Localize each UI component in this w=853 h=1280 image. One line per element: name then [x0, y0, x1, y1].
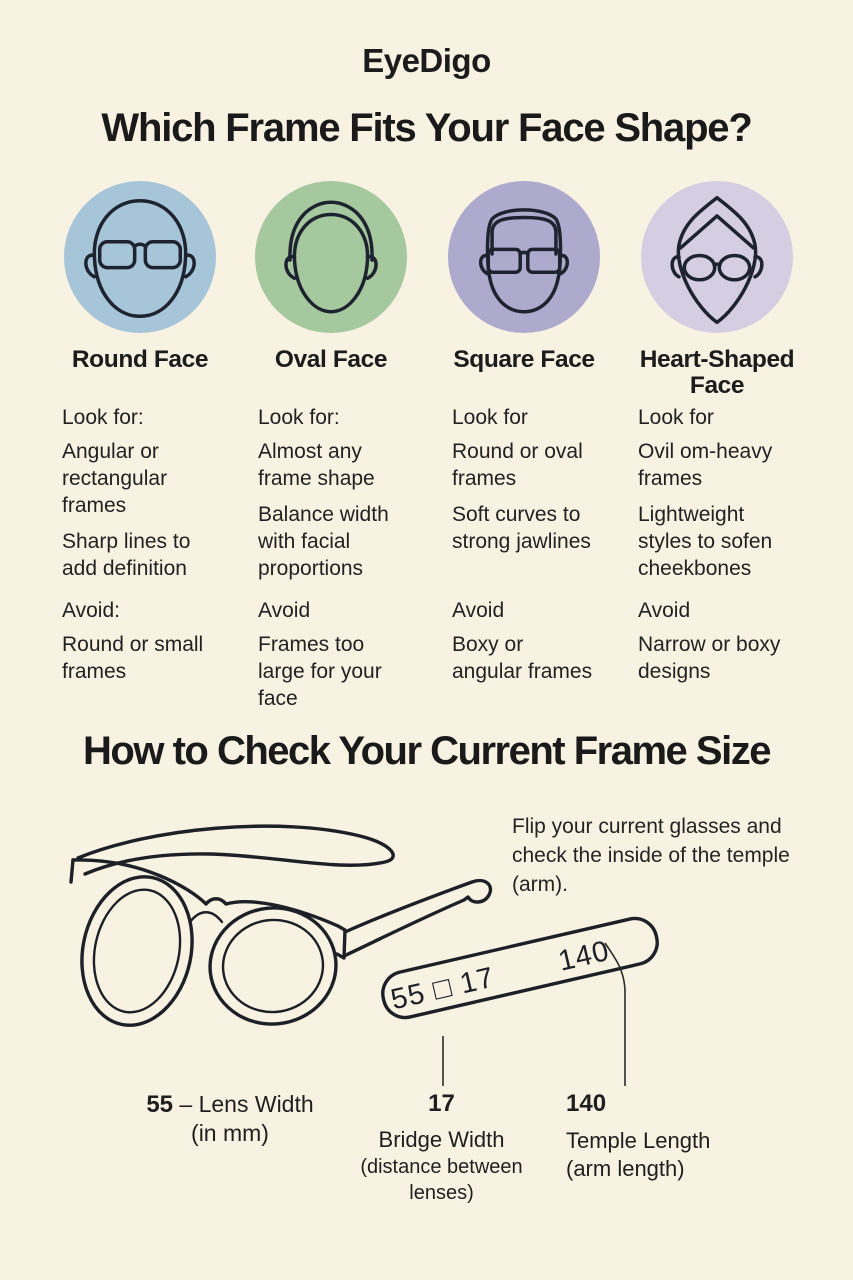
- avoid-item: Round or small frames: [62, 633, 204, 683]
- look-for-label: Look for:: [258, 406, 340, 429]
- temple-length-value: 140: [566, 1090, 607, 1117]
- avoid-item: Frames too large for your face: [258, 633, 382, 710]
- look-for-heart: [638, 404, 790, 591]
- look-for-square: [452, 404, 610, 564]
- face-name-heart: Heart-Shaped Face: [639, 346, 795, 399]
- avoid-label: Avoid: [258, 599, 311, 622]
- frame-left-edge: [71, 860, 73, 882]
- temple-length-sub: (arm length): [566, 1156, 685, 1181]
- section2-title: How to Check Your Current Frame Size: [83, 729, 770, 773]
- look-for-item: Lightweight styles to sofen cheekbones: [638, 503, 773, 580]
- round-face-circle: [64, 181, 216, 333]
- bridge-width-value: 17: [428, 1090, 455, 1117]
- avoid-label: Avoid: [452, 599, 505, 622]
- oval-face-circle: [255, 181, 407, 333]
- face-name-square: Square Face: [453, 346, 595, 373]
- face-name-round: Round Face: [71, 346, 209, 373]
- bridge-width-sub: (distance between lenses): [360, 1156, 523, 1204]
- avoid-label: Avoid: [638, 599, 691, 622]
- avoid-item: Boxy or angular frames: [452, 633, 593, 683]
- open-temple-arm: [344, 881, 490, 956]
- temple-length-text: Temple Length: [566, 1128, 711, 1153]
- lens-width-value: 55: [146, 1091, 174, 1118]
- square-face-circle: [448, 181, 600, 333]
- look-for-label: Look for: [638, 406, 714, 429]
- avoid-round: [62, 597, 212, 694]
- bridge-width-text: Bridge Width: [378, 1127, 505, 1152]
- look-for-item: Soft curves to strong jawlines: [452, 503, 591, 553]
- strip-marking-lens-bridge: 55 □ 17: [387, 961, 498, 1017]
- square-face-icon: [448, 181, 600, 333]
- left-lens: [69, 866, 206, 1035]
- avoid-item: Narrow or boxy designs: [638, 633, 781, 683]
- look-for-item: Round or oval frames: [452, 440, 583, 490]
- round-face-icon: [64, 181, 216, 333]
- bridge-inner-line: [190, 912, 222, 922]
- lens-width-text: – Lens Width: [179, 1091, 314, 1117]
- lens-width-label: [120, 1090, 340, 1147]
- strip-marking-temple: 140: [555, 934, 613, 978]
- frame-top-bar: [73, 860, 338, 926]
- instruction-text: Flip your current glasses and check the inside of the temple (arm).: [512, 815, 790, 896]
- look-for-label: Look for: [452, 406, 528, 429]
- look-for-item: Balance width with facial proportions: [258, 503, 389, 580]
- heart-face-circle: [641, 181, 793, 333]
- temple-length-label: [566, 1090, 761, 1183]
- look-for-item: Almost any frame shape: [258, 440, 375, 490]
- avoid-square: [452, 597, 594, 694]
- look-for-round: [62, 404, 212, 591]
- face-name-oval: Oval Face: [274, 346, 388, 373]
- look-for-oval: [258, 404, 408, 591]
- look-for-item: Ovil om-heavy frames: [638, 440, 773, 490]
- bridge-width-label: [359, 1090, 524, 1206]
- section1-title: Which Frame Fits Your Face Shape?: [101, 106, 752, 150]
- folded-temple-line: [78, 826, 393, 874]
- look-for-item: Angular or rectangular frames: [62, 440, 168, 517]
- avoid-oval: [258, 597, 408, 721]
- look-for-label: Look for:: [62, 406, 144, 429]
- brand-logo: EyeDigo: [362, 42, 491, 79]
- temple-strip: [378, 914, 661, 1022]
- heart-face-icon: [641, 181, 793, 333]
- oval-face-icon: [255, 181, 407, 333]
- avoid-label: Avoid:: [62, 599, 120, 622]
- lens-width-unit: (in mm): [191, 1120, 269, 1146]
- right-lens: [204, 902, 341, 1031]
- look-for-item: Sharp lines to add definition: [62, 530, 191, 580]
- avoid-heart: [638, 597, 798, 694]
